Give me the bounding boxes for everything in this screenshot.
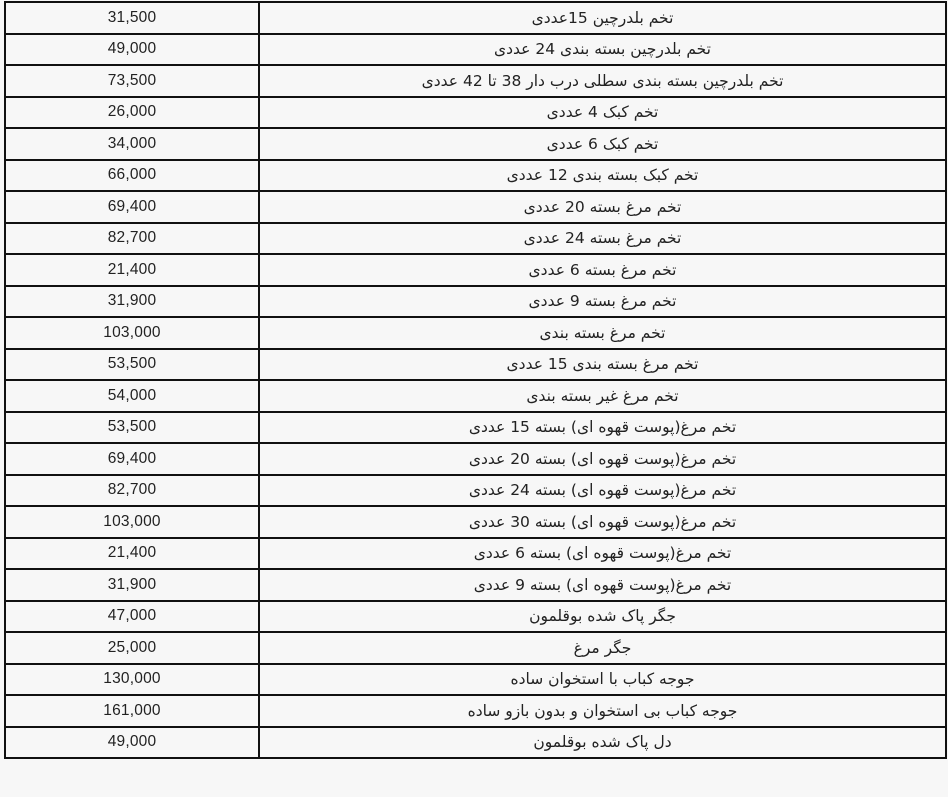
product-name-cell: تخم مرغ(پوست قهوه ای) بسته 6 عددی [259, 538, 946, 570]
product-name-cell: تخم کبک 4 عددی [259, 97, 946, 129]
table-row [5, 160, 946, 192]
product-name-cell: تخم مرغ بسته 6 عددی [259, 254, 946, 286]
price-cell: 31,900 [5, 569, 259, 601]
table-row [5, 538, 946, 570]
product-name-cell: تخم مرغ غیر بسته بندی [259, 380, 946, 412]
price-table [4, 1, 947, 759]
price-table-body [5, 2, 946, 758]
product-name-cell: تخم مرغ(پوست قهوه ای) بسته 30 عددی [259, 506, 946, 538]
table-row [5, 317, 946, 349]
table-row [5, 128, 946, 160]
price-cell: 26,000 [5, 97, 259, 129]
table-row [5, 191, 946, 223]
table-row [5, 443, 946, 475]
table-row [5, 506, 946, 538]
table-row [5, 254, 946, 286]
table-row [5, 380, 946, 412]
price-cell: 53,500 [5, 349, 259, 381]
product-name-cell: تخم مرغ بسته 20 عددی [259, 191, 946, 223]
table-row [5, 727, 946, 759]
product-name-cell: تخم مرغ(پوست قهوه ای) بسته 20 عددی [259, 443, 946, 475]
table-row [5, 2, 946, 34]
product-name-cell: تخم مرغ(پوست قهوه ای) بسته 15 عددی [259, 412, 946, 444]
price-cell: 82,700 [5, 475, 259, 507]
table-row [5, 286, 946, 318]
price-cell: 54,000 [5, 380, 259, 412]
product-name-cell: تخم بلدرچین بسته بندی سطلی درب دار 38 تا 42 عددی [259, 65, 946, 97]
price-cell: 103,000 [5, 506, 259, 538]
table-row [5, 349, 946, 381]
table-row [5, 475, 946, 507]
price-cell: 103,000 [5, 317, 259, 349]
price-cell: 25,000 [5, 632, 259, 664]
table-row [5, 412, 946, 444]
table-row [5, 695, 946, 727]
product-name-cell: تخم بلدرچین بسته بندی 24 عددی [259, 34, 946, 66]
price-cell: 34,000 [5, 128, 259, 160]
price-cell: 49,000 [5, 34, 259, 66]
product-name-cell: تخم مرغ بسته بندی 15 عددی [259, 349, 946, 381]
product-name-cell: تخم مرغ بسته 9 عددی [259, 286, 946, 318]
table-row [5, 65, 946, 97]
table-row [5, 664, 946, 696]
product-name-cell: تخم مرغ(پوست قهوه ای) بسته 9 عددی [259, 569, 946, 601]
table-row [5, 601, 946, 633]
price-cell: 21,400 [5, 538, 259, 570]
product-name-cell: جوجه کباب بی استخوان و بدون بازو ساده [259, 695, 946, 727]
product-name-cell: جوجه کباب با استخوان ساده [259, 664, 946, 696]
price-cell: 69,400 [5, 191, 259, 223]
product-name-cell: دل پاک شده بوقلمون [259, 727, 946, 759]
product-name-cell: تخم کبک 6 عددی [259, 128, 946, 160]
price-cell: 69,400 [5, 443, 259, 475]
price-cell: 31,500 [5, 2, 259, 34]
price-cell: 82,700 [5, 223, 259, 255]
price-cell: 130,000 [5, 664, 259, 696]
product-name-cell: تخم مرغ بسته 24 عددی [259, 223, 946, 255]
product-name-cell: تخم کبک بسته بندی 12 عددی [259, 160, 946, 192]
price-cell: 49,000 [5, 727, 259, 759]
price-cell: 73,500 [5, 65, 259, 97]
price-cell: 47,000 [5, 601, 259, 633]
table-row [5, 632, 946, 664]
price-cell: 21,400 [5, 254, 259, 286]
price-table-container [4, 1, 947, 759]
table-row [5, 223, 946, 255]
product-name-cell: جگر پاک شده بوقلمون [259, 601, 946, 633]
product-name-cell: تخم بلدرچین 15عددی [259, 2, 946, 34]
price-cell: 53,500 [5, 412, 259, 444]
product-name-cell: تخم مرغ بسته بندی [259, 317, 946, 349]
table-row [5, 34, 946, 66]
table-row [5, 569, 946, 601]
price-cell: 161,000 [5, 695, 259, 727]
price-cell: 31,900 [5, 286, 259, 318]
price-cell: 66,000 [5, 160, 259, 192]
table-row [5, 97, 946, 129]
product-name-cell: تخم مرغ(پوست قهوه ای) بسته 24 عددی [259, 475, 946, 507]
product-name-cell: جگر مرغ [259, 632, 946, 664]
